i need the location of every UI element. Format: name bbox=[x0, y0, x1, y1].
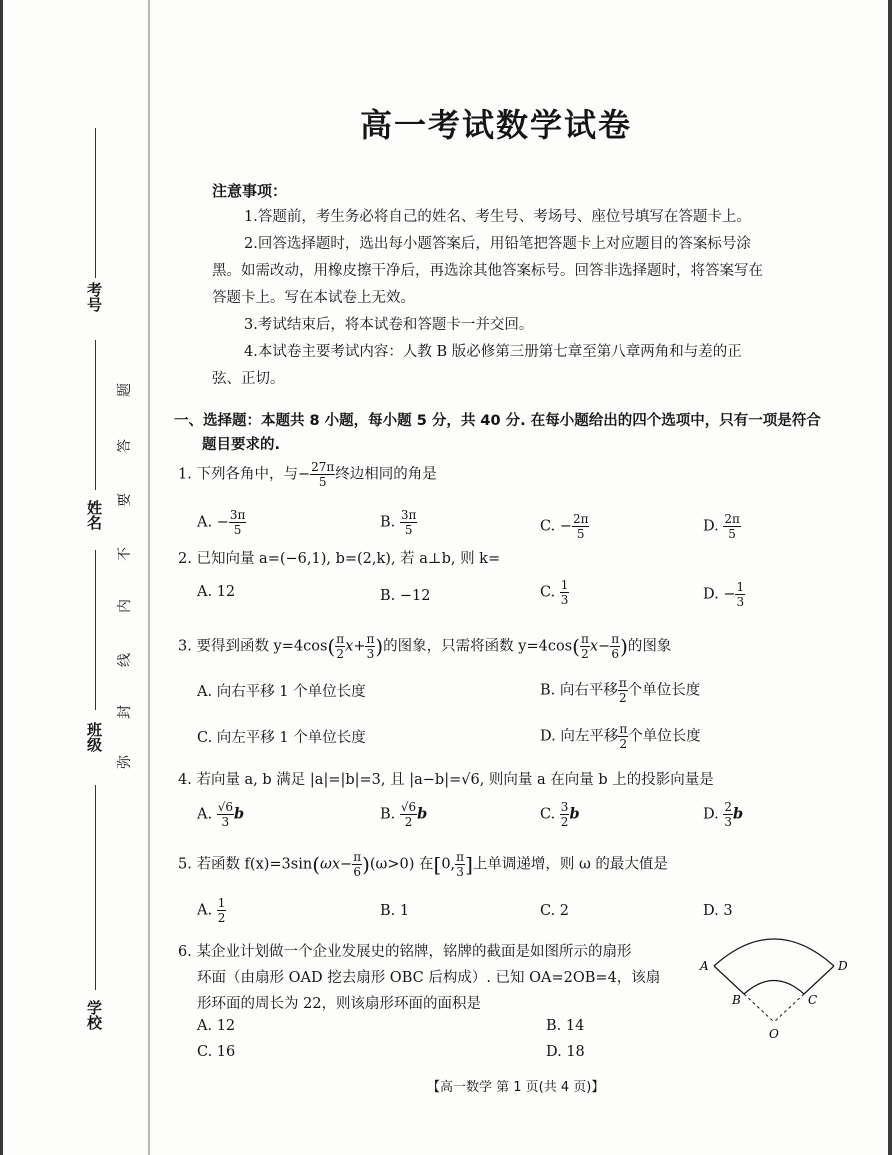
section-header-line: 一、选择题：本题共 8 小题，每小题 5 分，共 40 分. 在每小题给出的四个选项中，只有一项是符合 bbox=[174, 413, 821, 429]
q6-option-b: B. 14 bbox=[546, 1018, 585, 1034]
q4-option-a: A. $\frac{√6}{3}$ b bbox=[197, 800, 245, 829]
page-footer: 【高一数学 第 1 页(共 4 页)】 bbox=[427, 1080, 605, 1095]
q6-option-c: C. 16 bbox=[197, 1044, 236, 1060]
exam-no-line bbox=[95, 128, 96, 278]
name-line bbox=[95, 340, 96, 490]
edge-ab bbox=[714, 966, 744, 994]
notice-item: 3.考试结束后，将本试卷和答题卡一并交回。 bbox=[244, 317, 534, 333]
notice-heading: 注意事项： bbox=[212, 182, 288, 200]
q1-option-a: A. − $\frac{3\pi}{5}$ bbox=[197, 508, 246, 537]
notice-item: 2.回答选择题时，选出每小题答案后，用铅笔把答题卡上对应题目的答案标号涂 bbox=[244, 236, 751, 252]
question-4: 4. 若向量 a, b 满足 |a|=|b|=3, 且 |a−b|=√6, 则向量 a 在向量 b 上的投影向量是 bbox=[178, 772, 714, 788]
question-3: 3. 要得到函数 y=4cos( $\frac{\pi}{2}$ x+ $\frac{\pi}{3}$ )的图象，只需将函数 y=4cos( $\frac{\pi}{2}$ x− $\frac{\pi}{6}$ )的图象 bbox=[178, 632, 672, 661]
scan-edge-right bbox=[888, 0, 892, 1155]
class-line bbox=[95, 550, 96, 710]
q4-option-b: B. $\frac{√6}{2}$ b bbox=[380, 800, 428, 829]
seal-char: 不 bbox=[117, 547, 133, 561]
point-b-label: B bbox=[732, 993, 741, 1007]
school-line bbox=[95, 785, 96, 990]
q1-option-d: D. $\frac{2\pi}{5}$ bbox=[703, 512, 740, 541]
seal-char: 要 bbox=[117, 493, 133, 507]
notice-item: 黑。如需改动，用橡皮擦干净后，再选涂其他答案标号。回答非选择题时，将答案写在 bbox=[212, 263, 763, 279]
seal-char: 封 bbox=[117, 705, 133, 719]
dashed-co bbox=[774, 994, 804, 1022]
scan-edge-left bbox=[0, 0, 3, 1155]
q5-option-d: D. 3 bbox=[703, 903, 733, 919]
page-title: 高一考试数学试卷 bbox=[360, 106, 633, 144]
class-label: 班级 bbox=[85, 722, 103, 752]
notice-item: 弦、正切。 bbox=[212, 371, 285, 387]
point-a-label: A bbox=[700, 959, 709, 973]
question-6-line: 环面（由扇形 OAD 挖去扇形 OBC 后构成）. 已知 OA=2OB=4，该扇 bbox=[197, 970, 661, 986]
notice-item: 4.本试卷主要考试内容：人教 B 版必修第三册第七章至第八章两角和与差的正 bbox=[244, 344, 742, 360]
q4-option-c: C. $\frac{3}{2}$ b bbox=[540, 800, 580, 829]
question-1: 1. 下列各角中，与− $\frac{27\pi}{5}$ 终边相同的角是 bbox=[178, 460, 437, 489]
q2-option-b: B. −12 bbox=[380, 588, 431, 604]
school-label: 学校 bbox=[85, 1000, 103, 1030]
seal-char: 内 bbox=[117, 599, 133, 613]
edge-dc bbox=[804, 966, 834, 994]
q5-option-a: A. $\frac{1}{2}$ bbox=[197, 896, 226, 925]
point-d-label: D bbox=[838, 959, 848, 973]
q4-option-d: D. $\frac{2}{3}$ b bbox=[703, 800, 744, 829]
point-o-label: O bbox=[769, 1027, 779, 1041]
q6-option-a: A. 12 bbox=[197, 1018, 236, 1034]
seal-char: 题 bbox=[117, 383, 133, 397]
dashed-bo bbox=[744, 994, 774, 1022]
q1-option-c: C. − $\frac{2\pi}{5}$ bbox=[540, 512, 589, 541]
sector-annulus-figure bbox=[696, 930, 856, 1045]
seal-char: 弥 bbox=[117, 755, 133, 769]
exam-no-label: 考号 bbox=[85, 282, 103, 312]
binding-fold-line bbox=[148, 0, 150, 1155]
q3-option-c: C. 向左平移 1 个单位长度 bbox=[197, 730, 366, 746]
section-header bbox=[174, 409, 844, 457]
q3-option-d: D. 向左平移 $\frac{\pi}{2}$ 个单位长度 bbox=[540, 722, 701, 751]
seal-char: 线 bbox=[117, 653, 133, 667]
q3-option-b: B. 向右平移 $\frac{\pi}{2}$ 个单位长度 bbox=[540, 676, 701, 705]
q1-option-b: B. $\frac{3\pi}{5}$ bbox=[380, 508, 417, 537]
notice-item: 答题卡上。写在本试卷上无效。 bbox=[212, 290, 415, 306]
point-c-label: C bbox=[808, 993, 818, 1007]
q5-option-c: C. 2 bbox=[540, 903, 570, 919]
question-6-line: 形环面的周长为 22，则该扇形环面的面积是 bbox=[197, 996, 482, 1012]
question-5: 5. 若函数 f(x)=3sin(ωx− $\frac{\pi}{6}$ )(ω>0) 在[0, $\frac{\pi}{3}$ ]上单调递增，则 ω 的最大值是 bbox=[178, 850, 668, 879]
outer-arc bbox=[714, 939, 834, 966]
notice-item: 1.答题前，考生务必将自己的姓名、考生号、考场号、座位号填写在答题卡上。 bbox=[244, 209, 751, 225]
section-header-line: 题目要求的. bbox=[202, 437, 281, 453]
q2-option-a: A. 12 bbox=[197, 584, 236, 600]
q6-option-d: D. 18 bbox=[546, 1044, 585, 1060]
q3-option-a: A. 向右平移 1 个单位长度 bbox=[197, 684, 366, 700]
seal-char: 答 bbox=[117, 439, 133, 453]
question-6-line: 6. 某企业计划做一个企业发展史的铭牌，铭牌的截面是如图所示的扇形 bbox=[178, 944, 632, 960]
question-2: 2. 已知向量 a=(−6,1), b=(2,k), 若 a⊥b, 则 k= bbox=[178, 551, 501, 567]
name-label: 姓名 bbox=[85, 500, 103, 530]
inner-arc bbox=[744, 981, 804, 995]
q5-option-b: B. 1 bbox=[380, 903, 410, 919]
q2-option-d: D. − $\frac{1}{3}$ bbox=[703, 580, 745, 609]
q2-option-c: C. $\frac{1}{3}$ bbox=[540, 578, 569, 607]
